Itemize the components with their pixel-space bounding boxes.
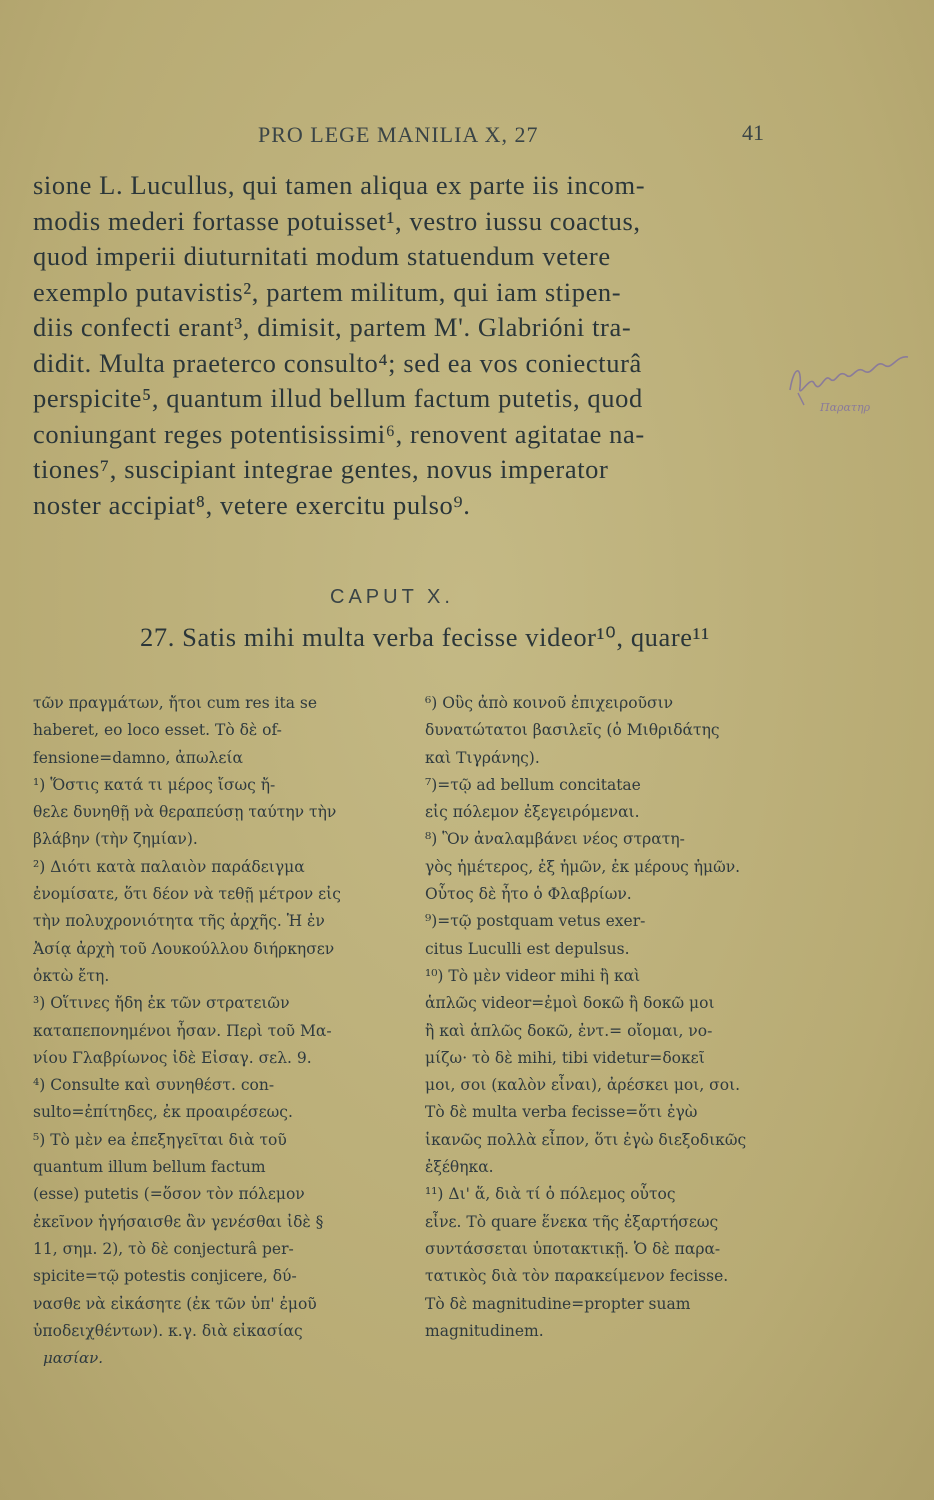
note-line: Τὸ δὲ multa verba fecisse=ὅτι ἐγὼ xyxy=(425,1103,698,1122)
main-text-line: exemplo putavistis², partem militum, qui iam stipen- xyxy=(33,276,622,307)
note-line: ²) Διότι κατὰ παλαιὸν παράδειγμα xyxy=(33,857,305,876)
note-line: quantum illum bellum factum xyxy=(33,1158,266,1177)
note-line: νασθε νὰ εἰκάσητε (ἐκ τῶν ὑπ' ἐμοῦ xyxy=(33,1294,317,1313)
note-line: εἰς πόλεμον ἐξεγειρόμεναι. xyxy=(425,803,640,822)
note-line: βλάβην (τὴν ζημίαν). xyxy=(33,830,198,849)
note-line: μίζω· τὸ δὲ mihi, tibi videtur=δοκεῖ xyxy=(425,1048,705,1067)
note-line: τῶν πραγμάτων, ἤτοι cum res ita se xyxy=(33,694,318,712)
note-line: ¹⁰) Τὸ μὲν videor mihi ἢ καὶ xyxy=(425,966,641,985)
note-line: fensione=damno, ἀπωλεία xyxy=(33,748,243,767)
note-line: καὶ Τιγράνης). xyxy=(425,748,540,767)
main-text-line: coniungant reges potentisissimi⁶, renovent agitatae na- xyxy=(33,418,645,449)
note-line: Οὗτος δὲ ἦτο ὁ Φλαβρίων. xyxy=(425,885,632,904)
note-line: ⁶) Οὓς ἀπὸ κοινοῦ ἐπιχειροῦσιν xyxy=(425,694,674,712)
note-line: Ἀσίᾳ ἀρχὴ τοῦ Λουκούλλου διήρκησεν xyxy=(33,939,335,958)
note-line: τατικὸς διὰ τὸν παρακείμενον fecisse. xyxy=(425,1267,729,1286)
note-line: τὴν πολυχρονιότητα τῆς ἀρχῆς. Ἡ ἐν xyxy=(33,912,325,931)
main-text-line: sione L. Lucullus, qui tamen aliqua ex parte iis incom- xyxy=(33,170,646,200)
note-line: magnitudinem. xyxy=(425,1321,544,1340)
note-line: ὀκτὼ ἔτη. xyxy=(33,966,110,985)
notes-right-column xyxy=(425,690,815,1345)
note-line: ¹) Ὅστις κατά τι μέρος ἴσως ἤ- xyxy=(33,775,276,794)
note-line: ⁴) Consulte καὶ συνηθέστ. con- xyxy=(33,1076,275,1095)
note-line: ³) Οἵτινες ἤδη ἐκ τῶν στρατειῶν xyxy=(33,994,290,1013)
running-title: PRO LEGE MANILIA X, 27 xyxy=(258,122,539,147)
main-text-line: didit. Multa praeterco consulto⁴; sed ea vos coniecturâ xyxy=(33,347,642,378)
note-line: ¹¹) Δι' ἅ, διὰ τί ὁ πόλεμος οὗτος xyxy=(425,1185,676,1204)
section-27-line: 27. Satis mihi multa verba fecisse videor¹⁰, quare¹¹ xyxy=(140,622,710,652)
note-line: ἁπλῶς videor=ἐμοὶ δοκῶ ἢ δοκῶ μοι xyxy=(425,994,715,1013)
handwritten-scribble-icon xyxy=(780,345,920,415)
note-line: ⁷)=τῷ ad bellum concitatae xyxy=(425,775,641,794)
margin-note-text: Παρατηρ xyxy=(820,401,871,414)
note-line: ὑποδειχθέντων). κ.γ. διὰ εἰκασίας xyxy=(33,1321,303,1340)
note-line: Τὸ δὲ magnitudine=propter suam xyxy=(425,1294,691,1313)
main-text-line: noster accipiat⁸, vetere exercitu pulso⁹. xyxy=(33,489,471,520)
note-line: ἢ καὶ ἁπλῶς δοκῶ, ἐντ.= οἴομαι, νο- xyxy=(425,1021,713,1040)
note-line: ἐνομίσατε, ὅτι δέον νὰ τεθῇ μέτρον εἰς xyxy=(33,885,341,904)
main-latin-text xyxy=(33,168,793,523)
handwritten-note-tail: μασίαν. xyxy=(43,1349,104,1368)
note-line: γὸς ἡμέτερος, ἐξ ἡμῶν, ἐκ μέρους ἡμῶν. xyxy=(425,857,741,876)
main-text-line: quod imperii diuturnitati modum statuendum vetere xyxy=(33,241,611,271)
note-line: ⁵) Τὸ μὲν ea ἐπεξηγεῖται διὰ τοῦ xyxy=(33,1130,287,1149)
note-line: 11, σημ. 2), τὸ δὲ conjecturâ per- xyxy=(33,1239,294,1258)
notes-left-column xyxy=(33,690,403,1372)
note-line: ἐξέθηκα. xyxy=(425,1158,494,1177)
note-line: (esse) putetis (=ὅσον τὸν πόλεμον xyxy=(33,1185,305,1204)
note-line: μοι, σοι (καλὸν εἶναι), ἀρέσκει μοι, σοι. xyxy=(425,1076,741,1095)
page-number: 41 xyxy=(742,120,764,145)
note-line: ἱκανῶς πολλὰ εἶπον, ὅτι ἐγὼ διεξοδικῶς xyxy=(425,1130,747,1149)
note-line: ⁸) Ὃν ἀναλαμβάνει νέος στρατη- xyxy=(425,830,685,849)
main-text-line: modis mederi fortasse potuisset¹, vestro iussu coactus, xyxy=(33,205,641,236)
note-line: spicite=τῷ potestis conjicere, δύ- xyxy=(33,1267,297,1286)
note-line: citus Luculli est depulsus. xyxy=(425,939,630,958)
note-line: ἐκεῖνον ἡγήσαισθε ἂν γενέσθαι ἰδὲ § xyxy=(33,1212,324,1231)
main-text-line: diis confecti erant³, dimisit, partem M'. Glabrióni tra- xyxy=(33,312,632,342)
handwritten-margin-note xyxy=(780,345,920,415)
note-line: εἶνε. Τὸ quare ἕνεκα τῆς ἐξαρτήσεως xyxy=(425,1212,719,1231)
note-line: καταπεπονημένοι ἦσαν. Περὶ τοῦ Μα- xyxy=(33,1021,332,1040)
note-line: haberet, eo loco esset. Τὸ δὲ of- xyxy=(33,721,282,740)
note-line: δυνατώτατοι βασιλεῖς (ὁ Μιθριδάτης xyxy=(425,721,720,740)
note-line: sulto=ἐπίτηδες, ἐκ προαιρέσεως. xyxy=(33,1103,293,1122)
main-text-line: perspicite⁵, quantum illud bellum factum putetis, quod xyxy=(33,383,643,413)
main-text-line: tiones⁷, suscipiant integrae gentes, novus imperator xyxy=(33,454,609,484)
chapter-heading: CAPUT X. xyxy=(330,586,454,608)
note-line: ⁹)=τῷ postquam vetus exer- xyxy=(425,912,646,931)
note-line: θελε δυνηθῇ νὰ θεραπεύσῃ ταύτην τὴν xyxy=(33,803,337,822)
note-line: νίου Γλαβρίωνος ἰδὲ Εἰσαγ. σελ. 9. xyxy=(33,1048,312,1067)
page-header xyxy=(0,118,934,158)
note-line: συντάσσεται ὑποτακτικῇ. Ὁ δὲ παρα- xyxy=(425,1239,721,1258)
